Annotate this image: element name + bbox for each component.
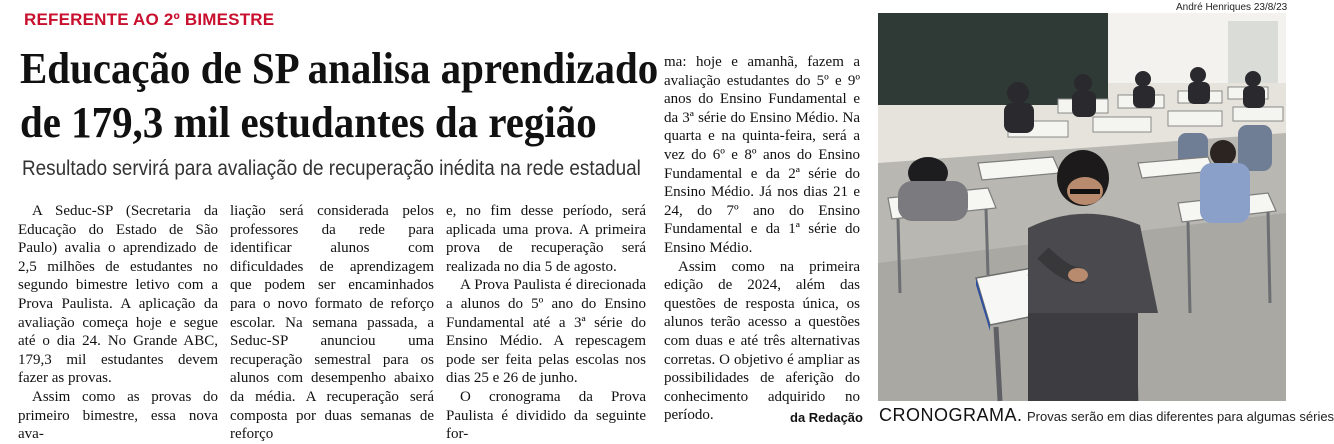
text-column-3 (446, 202, 646, 444)
paragraph: Assim como as provas do primeiro bimestre, essa nova ava- (18, 388, 218, 443)
text-column-4 (664, 53, 860, 425)
classroom-illustration (878, 13, 1286, 401)
paragraph: A Prova Paulista é direcionada a alunos do 5º ano do Ensino Fundamental até a 3ª série do Ensino Médio. A repescagem pode ser feita pelas escolas nos dias 25 e 26 de junho. (446, 277, 646, 387)
headline-line-1: Educação de SP analisa aprendizado (20, 44, 659, 93)
photo-caption (879, 405, 1334, 426)
paragraph: ma: hoje e amanhã, fazem a avaliação estudantes do 5º e 9º anos do Ensino Fundamental e da 3ª série do Ensino Médio. Na quarta e na quinta-feira, será a vez do 6º e 8º anos do Ensino Fundamental e da 2ª série do Ensino Médio. Já nos dias 21 e 24, do 7º ano do Ensino Fundamental e da 1ª série do Ensino Médio. (664, 54, 860, 256)
text-column-1 (18, 202, 218, 444)
paragraph: e, no fim desse período, será aplicada uma prova. A primeira prova de recuperação será realizada no dia 5 de agosto. (446, 203, 646, 275)
photo-credit: André Henriques 23/8/23 (1176, 2, 1288, 13)
paragraph: O cronograma da Prova Paulista é dividido da seguinte for- (446, 388, 646, 443)
section-kicker: REFERENTE AO 2º BIMESTRE (24, 10, 275, 29)
headline (20, 42, 659, 150)
subheadline: Resultado servirá para avaliação de recuperação inédita na rede estadual (22, 157, 641, 180)
text-column-2 (230, 202, 434, 444)
paragraph: Assim como na primeira edição de 2024, além das questões de resposta única, os alunos terão acesso a questões com duas e até três alternativas corretas. O objetivo é ampliar as possibilidades de aferição do conhecimento adquirido no período. (664, 258, 860, 424)
caption-text: Provas serão em dias diferentes para algumas séries (1026, 409, 1334, 424)
paragraph: liação será considerada pelos professores da rede para identificar alunos com dificuldades de aprendizagem que podem ser encaminhados para o novo formato de reforço escolar. Na semana passada, a Seduc-SP anunciou uma recuperação semestral para os alunos com desempenho abaixo da média. A recuperação será composta por duas semanas de reforço (230, 203, 434, 443)
byline: da Redação (790, 410, 863, 425)
classroom-photo (878, 13, 1286, 401)
headline-line-2: de 179,3 mil estudantes da região (20, 98, 597, 147)
caption-title: CRONOGRAMA. (879, 405, 1023, 425)
paragraph: A Seduc-SP (Secretaria da Educação do Estado de São Paulo) avalia o aprendizado de 2,5 milhões de estudantes no segundo bimestre letivo com a Prova Paulista. A aplicação da avaliação começa hoje e segue até o dia 24. No Grande ABC, 179,3 mil estudantes devem fazer as provas. (18, 203, 218, 387)
